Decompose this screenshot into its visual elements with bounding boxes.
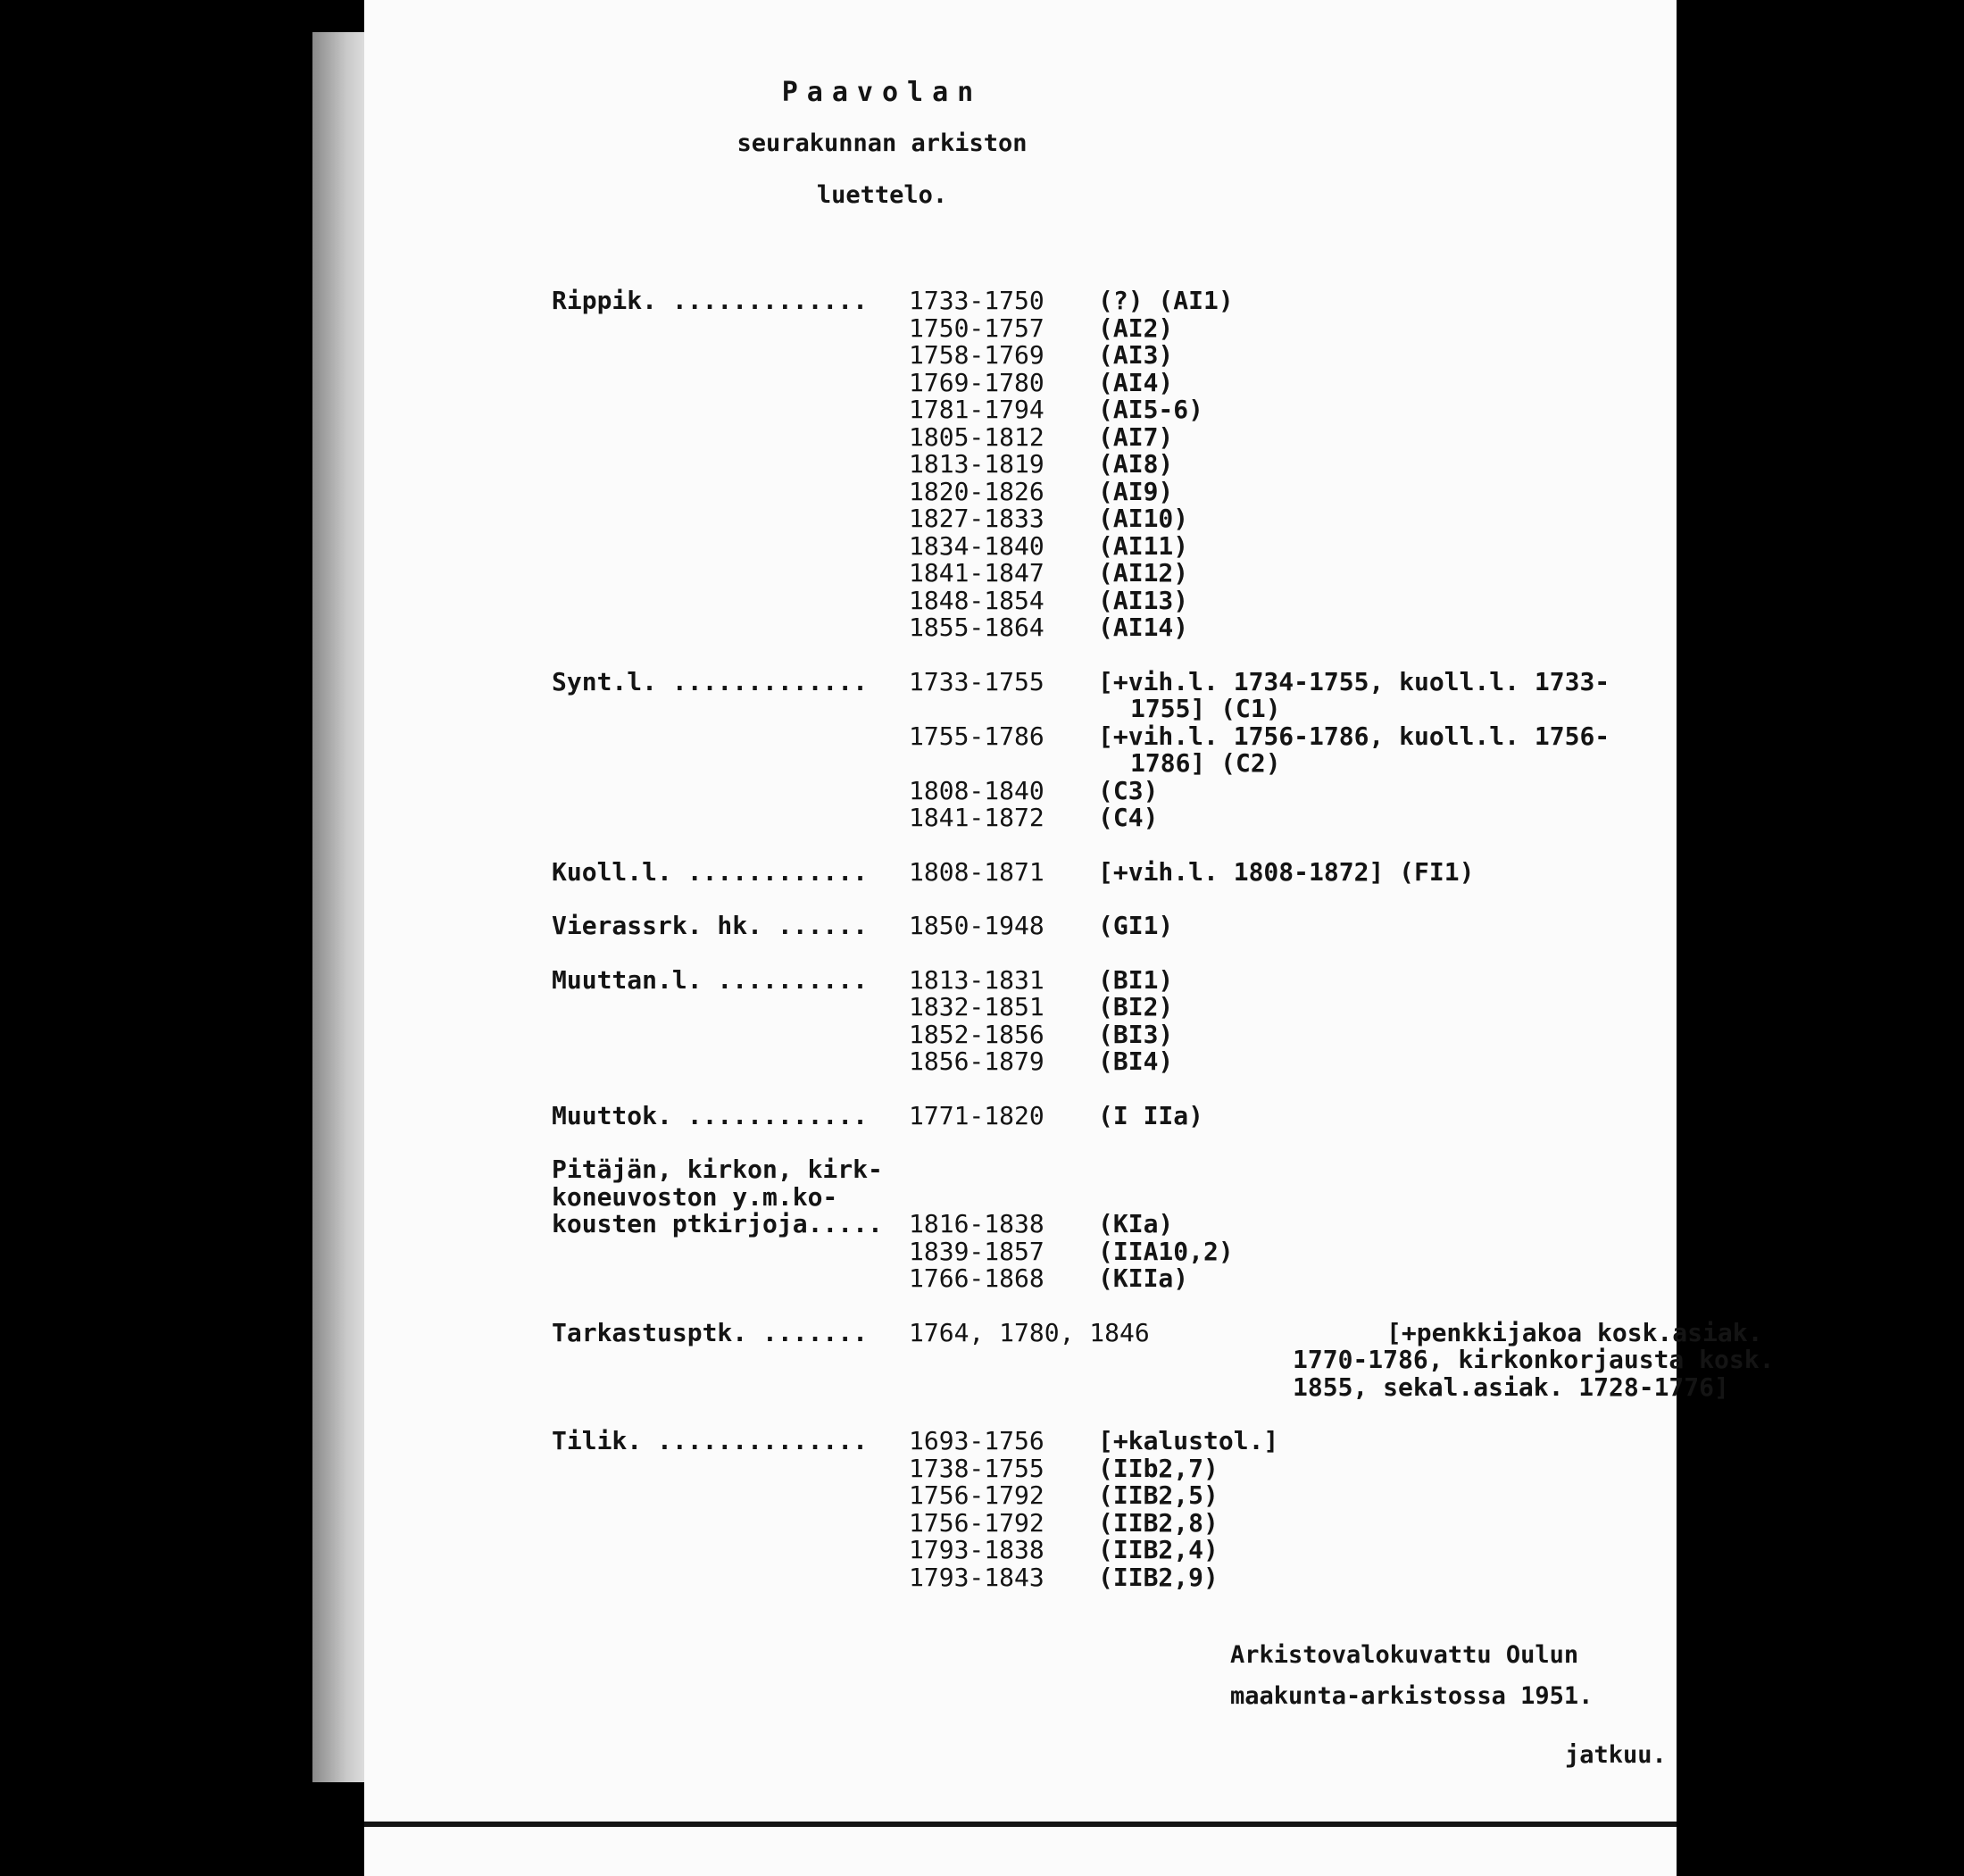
list-section bbox=[552, 1428, 1659, 1591]
archive-code-continued: 1786] (C2) bbox=[1130, 748, 1281, 778]
archive-code: (BI2) bbox=[1098, 992, 1174, 1021]
archive-code: (BI3) bbox=[1098, 1019, 1174, 1049]
year-range: 1839-1857 bbox=[909, 1236, 1044, 1266]
list-row bbox=[552, 560, 1659, 588]
list-row bbox=[552, 913, 1659, 940]
year-range: 1856-1879 bbox=[909, 1046, 1044, 1076]
list-section bbox=[552, 1156, 1659, 1293]
archive-code: (I IIa) bbox=[1098, 1100, 1204, 1130]
year-range: 1834-1840 bbox=[909, 530, 1044, 561]
continued-note: jatkuu. bbox=[1565, 1741, 1667, 1769]
list-row bbox=[552, 1238, 1659, 1266]
year-range: 1793-1843 bbox=[909, 1562, 1044, 1592]
archive-code: (IIA10,2) bbox=[1098, 1236, 1234, 1266]
section-label: Synt.l. ............. bbox=[552, 666, 869, 696]
year-range: 1808-1840 bbox=[909, 775, 1044, 805]
note-continuation bbox=[552, 750, 1659, 778]
list-section bbox=[552, 1317, 1775, 1402]
label-row bbox=[552, 1156, 1659, 1184]
archive-code: [+vih.l. 1756-1786, kuoll.l. 1756- bbox=[1098, 721, 1610, 751]
archive-code: (IIb2,7) bbox=[1098, 1453, 1219, 1483]
year-range: 1756-1792 bbox=[909, 1480, 1044, 1510]
list-row bbox=[552, 964, 1659, 995]
year-range: 1750-1757 bbox=[909, 313, 1044, 343]
year-range: 1848-1854 bbox=[909, 585, 1044, 615]
archive-code: (AI7) bbox=[1098, 421, 1174, 452]
list-row bbox=[552, 1482, 1659, 1510]
year-range: 1766-1868 bbox=[909, 1263, 1044, 1293]
archive-code-continued: 1855, sekal.asiak. 1728-1776] bbox=[1293, 1372, 1729, 1402]
section-label: Muuttan.l. .......... bbox=[552, 964, 869, 995]
year-range: 1756-1792 bbox=[909, 1507, 1044, 1538]
list-row bbox=[552, 342, 1659, 370]
archive-code: (AI8) bbox=[1098, 449, 1174, 479]
archive-code: (AI3) bbox=[1098, 340, 1174, 370]
list-row bbox=[552, 421, 1659, 452]
year-range: 1841-1872 bbox=[909, 803, 1044, 832]
archive-list bbox=[552, 286, 1775, 1618]
year-range: 1758-1769 bbox=[909, 340, 1044, 370]
year-range: 1832-1851 bbox=[909, 992, 1044, 1021]
list-section bbox=[552, 964, 1659, 1076]
archive-code: (IIB2,9) bbox=[1098, 1562, 1219, 1592]
list-section bbox=[552, 913, 1659, 940]
section-label: koneuvoston y.m.ko- bbox=[552, 1181, 838, 1212]
list-row bbox=[552, 367, 1659, 397]
archive-code: (KIa) bbox=[1098, 1209, 1174, 1238]
list-row bbox=[552, 451, 1659, 479]
section-label: Rippik. ............. bbox=[552, 286, 869, 315]
year-range: 1733-1750 bbox=[909, 286, 1044, 315]
archive-code: (KIIa) bbox=[1098, 1263, 1189, 1293]
scan-edge bbox=[312, 32, 370, 1782]
archive-code: (AI11) bbox=[1098, 530, 1189, 561]
archive-code: (AI13) bbox=[1098, 585, 1189, 615]
archive-code: [+vih.l. 1734-1755, kuoll.l. 1733- bbox=[1098, 666, 1610, 696]
archive-code: (AI10) bbox=[1098, 504, 1189, 533]
stamp-line-2: maakunta-arkistossa 1951. bbox=[1230, 1682, 1594, 1710]
archive-code: [+penkkijakoa kosk.asiak. bbox=[1386, 1317, 1763, 1347]
section-label: Kuoll.l. ............ bbox=[552, 856, 869, 887]
year-range: 1850-1948 bbox=[909, 911, 1044, 940]
archive-code: (AI9) bbox=[1098, 476, 1174, 506]
archive-code: (GI1) bbox=[1098, 911, 1174, 940]
section-label: Vierassrk. hk. ...... bbox=[552, 911, 869, 940]
archive-code: (AI2) bbox=[1098, 313, 1174, 343]
list-row bbox=[552, 1317, 1763, 1347]
list-row bbox=[552, 1211, 1659, 1238]
year-range: 1733-1755 bbox=[909, 666, 1044, 696]
archive-code: (BI1) bbox=[1098, 964, 1174, 995]
year-range: 1693-1756 bbox=[909, 1426, 1044, 1455]
archive-code-continued: 1755] (C1) bbox=[1130, 694, 1281, 723]
list-row bbox=[552, 1265, 1659, 1293]
archive-code: (AI5-6) bbox=[1098, 395, 1204, 424]
year-range: 1813-1831 bbox=[909, 964, 1044, 995]
year-range: 1813-1819 bbox=[909, 449, 1044, 479]
list-row bbox=[552, 1564, 1659, 1592]
year-range: 1816-1838 bbox=[909, 1209, 1044, 1238]
title-line-3: luettelo. bbox=[816, 181, 948, 209]
list-section bbox=[552, 1100, 1659, 1130]
archive-code-continued: 1770-1786, kirkonkorjausta kosk. bbox=[1293, 1345, 1775, 1374]
list-row bbox=[552, 1021, 1659, 1049]
list-row bbox=[552, 1507, 1659, 1538]
list-row bbox=[552, 614, 1659, 642]
year-range: 1855-1864 bbox=[909, 613, 1044, 642]
year-range: 1827-1833 bbox=[909, 504, 1044, 533]
archive-code: (IIB2,4) bbox=[1098, 1535, 1219, 1564]
year-range: 1852-1856 bbox=[909, 1019, 1044, 1049]
section-label: Tarkastusptk. ....... bbox=[552, 1317, 869, 1347]
year-range: 1781-1794 bbox=[909, 395, 1044, 424]
archive-code: (AI14) bbox=[1098, 613, 1189, 642]
stamp-line-1: Arkistovalokuvattu Oulun bbox=[1230, 1641, 1579, 1669]
list-row bbox=[552, 476, 1659, 506]
list-row bbox=[552, 396, 1659, 424]
title-line-2: seurakunnan arkiston bbox=[736, 129, 1028, 157]
year-range: 1808-1871 bbox=[909, 856, 1044, 887]
list-section bbox=[552, 288, 1659, 642]
section-label: Pitäjän, kirkon, kirk- bbox=[552, 1155, 883, 1184]
note-continuation bbox=[552, 1372, 1729, 1402]
note-continuation bbox=[552, 1345, 1775, 1374]
list-row bbox=[552, 288, 1659, 315]
list-section bbox=[552, 856, 1659, 887]
title-line-1: Paavolan bbox=[781, 77, 983, 108]
archive-code: [+kalustol.] bbox=[1098, 1426, 1279, 1455]
section-label: Tilik. .............. bbox=[552, 1426, 869, 1455]
archive-code: (BI4) bbox=[1098, 1046, 1174, 1076]
list-row bbox=[552, 585, 1659, 615]
section-label: Muuttok. ............ bbox=[552, 1100, 869, 1130]
archive-code: (IIB2,8) bbox=[1098, 1507, 1219, 1538]
year-range: 1805-1812 bbox=[909, 421, 1044, 452]
year-range: 1793-1838 bbox=[909, 1535, 1044, 1564]
note-continuation bbox=[552, 696, 1659, 723]
list-row bbox=[552, 1100, 1659, 1130]
list-row bbox=[552, 530, 1659, 561]
archive-code: (C3) bbox=[1098, 775, 1159, 805]
list-row bbox=[552, 994, 1659, 1021]
year-range: 1764, 1780, 1846 bbox=[909, 1317, 1150, 1347]
list-row bbox=[552, 856, 1659, 887]
list-section bbox=[552, 666, 1659, 832]
archive-code: (AI4) bbox=[1098, 367, 1174, 397]
list-row bbox=[552, 1428, 1659, 1455]
list-row bbox=[552, 775, 1659, 805]
archive-code: (?) (AI1) bbox=[1098, 286, 1234, 315]
list-row bbox=[552, 666, 1659, 696]
document-page bbox=[364, 0, 1775, 1876]
list-row bbox=[552, 1537, 1659, 1564]
archive-code: (AI12) bbox=[1098, 558, 1189, 588]
year-range: 1769-1780 bbox=[909, 367, 1044, 397]
year-range: 1820-1826 bbox=[909, 476, 1044, 506]
label-row bbox=[552, 1181, 1659, 1212]
list-row bbox=[552, 1455, 1659, 1483]
year-range: 1771-1820 bbox=[909, 1100, 1044, 1130]
archive-code: (IIB2,5) bbox=[1098, 1480, 1219, 1510]
year-range: 1738-1755 bbox=[909, 1453, 1044, 1483]
year-range: 1841-1847 bbox=[909, 558, 1044, 588]
archive-code: (C4) bbox=[1098, 803, 1159, 832]
year-range: 1755-1786 bbox=[909, 721, 1044, 751]
list-row bbox=[552, 1048, 1659, 1076]
archive-code: [+vih.l. 1808-1872] (FI1) bbox=[1098, 856, 1475, 887]
list-row bbox=[552, 315, 1659, 343]
list-row bbox=[552, 805, 1659, 832]
list-row bbox=[552, 723, 1659, 751]
section-label: kousten ptkirjoja..... bbox=[552, 1209, 883, 1238]
list-row bbox=[552, 505, 1659, 533]
